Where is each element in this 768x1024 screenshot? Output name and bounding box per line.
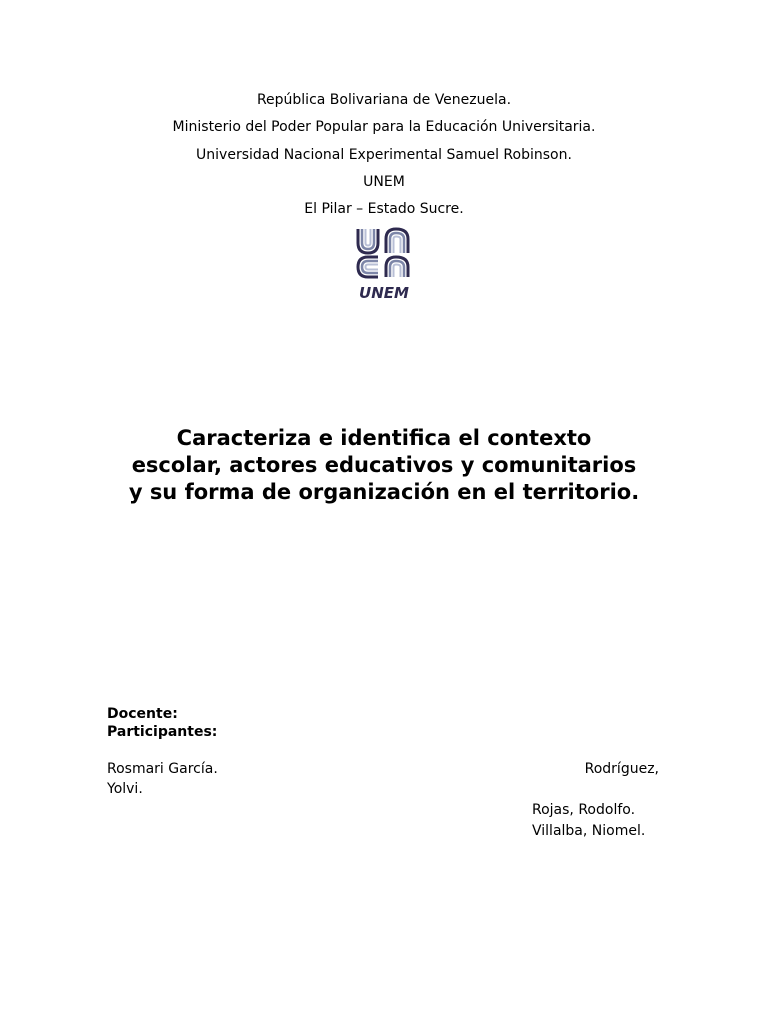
logo-text: UNEM xyxy=(359,284,409,302)
participant-2: Rojas, Rodolfo. xyxy=(532,802,636,818)
document-title xyxy=(84,425,684,506)
header-republic: República Bolivariana de Venezuela. xyxy=(256,92,512,108)
participant-1-surname: Rodríguez, xyxy=(584,761,659,777)
title-line-1: Caracteriza e identifica el contexto xyxy=(176,426,592,450)
participantes-label: Participantes: xyxy=(107,724,218,740)
participant-3: Villalba, Niomel. xyxy=(532,823,646,839)
docente-name: Rosmari García. xyxy=(107,761,218,777)
header-acronym: UNEM xyxy=(363,174,405,190)
participant-1-name: Yolvi. xyxy=(107,781,143,797)
header-university: Universidad Nacional Experimental Samuel Robinson. xyxy=(196,147,572,163)
unem-logo xyxy=(352,225,416,303)
title-line-3: y su forma de organización en el territorio. xyxy=(128,480,640,504)
header-ministry: Ministerio del Poder Popular para la Educación Universitaria. xyxy=(172,119,596,135)
header-location: El Pilar – Estado Sucre. xyxy=(304,201,464,217)
title-line-2: escolar, actores educativos y comunitarios xyxy=(131,453,637,477)
docente-label: Docente: xyxy=(107,706,178,722)
